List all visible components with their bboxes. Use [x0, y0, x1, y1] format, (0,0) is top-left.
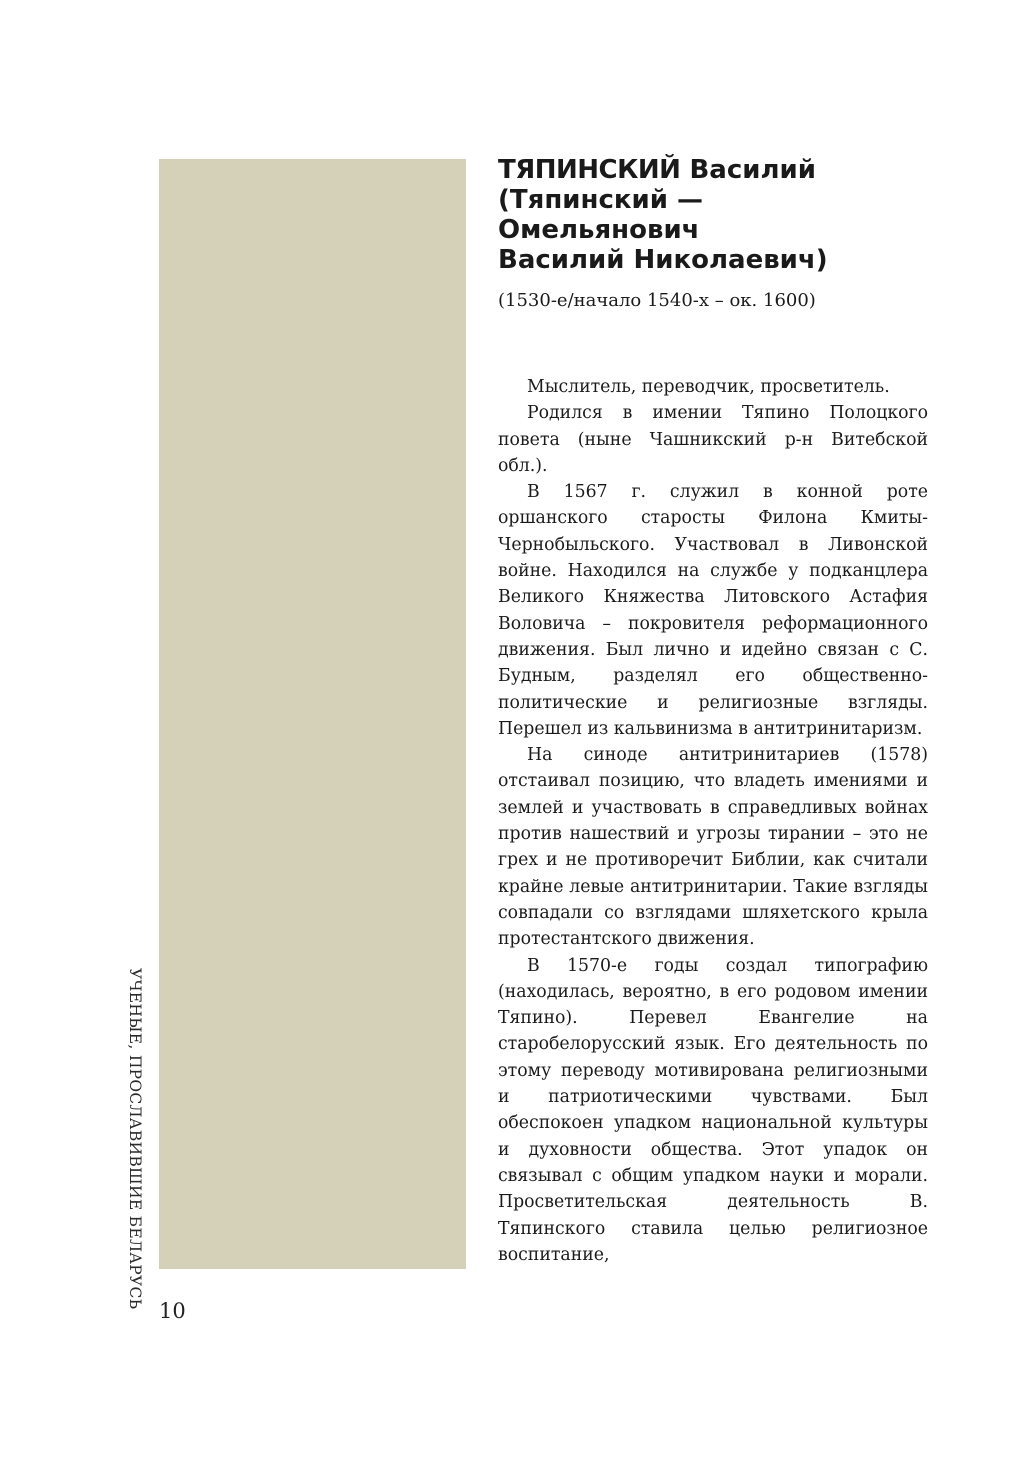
title-surname: ТЯПИНСКИЙ	[498, 155, 681, 185]
paragraph-printing: В 1570-е годы создал типографию (находилась, вероятно, в его родовом имении Тяпино). Перевел Евангелие на старобелорусский язык. Его деятельность по этому переводу мотивирована религиозными и патриотическими чувствами. Был обеспокоен упадком национальной культуры и духовности общества. Этот упадок он связывал с общим упадком науки и морали. Просветительская деятельность В. Тяпинского ставила целью религиозное воспитание,	[498, 955, 928, 1265]
title-line-3: Омельянович	[498, 215, 700, 245]
page-number: 10	[159, 1299, 186, 1323]
title-line-4: Василий Николаевич)	[498, 245, 828, 275]
section-caption: УЧЕНЫЕ, ПРОСЛАВИВШИЕ БЕЛАРУСЬ	[126, 968, 144, 1310]
portrait-placeholder-panel	[159, 159, 466, 1269]
title-first-name: Василий	[689, 155, 816, 185]
article-title	[498, 155, 938, 275]
title-line-2: (Тяпинский —	[498, 185, 704, 215]
paragraph-synod: На синоде антитринитариев (1578) отстаивал позицию, что владеть имениями и землей и участвовать в справедливых войнах против нашествий и угрозы тирании – это не грех и не противоречит Библии, как считали крайне левые антитринитарии. Такие взгляды совпадали со взглядами шляхетского крыла протестантского движения.	[498, 745, 928, 950]
title-line-1	[498, 155, 938, 185]
paragraph-service: В 1567 г. служил в конной роте оршанского старосты Филона Кмиты-Чернобыльского. Участвовал в Ливонской войне. Находился на службе у подканцлера Великого Княжества Литовского Астафия Воловича – покровителя реформационного движения. Был лично и идейно связан с С. Будным, разделял его общественно-политические и религиозные взгляды. Перешел из кальвинизма в антитринитаризм.	[498, 482, 928, 739]
lifespan-dates: (1530-е/начало 1540-х – ок. 1600)	[498, 290, 816, 311]
paragraph-birth: Родился в имении Тяпино Полоцкого повета (ныне Чашникский р-н Витебской обл.).	[498, 403, 928, 476]
article-body	[498, 374, 928, 1268]
paragraph-occupation: Мыслитель, переводчик, просветитель.	[527, 377, 890, 397]
